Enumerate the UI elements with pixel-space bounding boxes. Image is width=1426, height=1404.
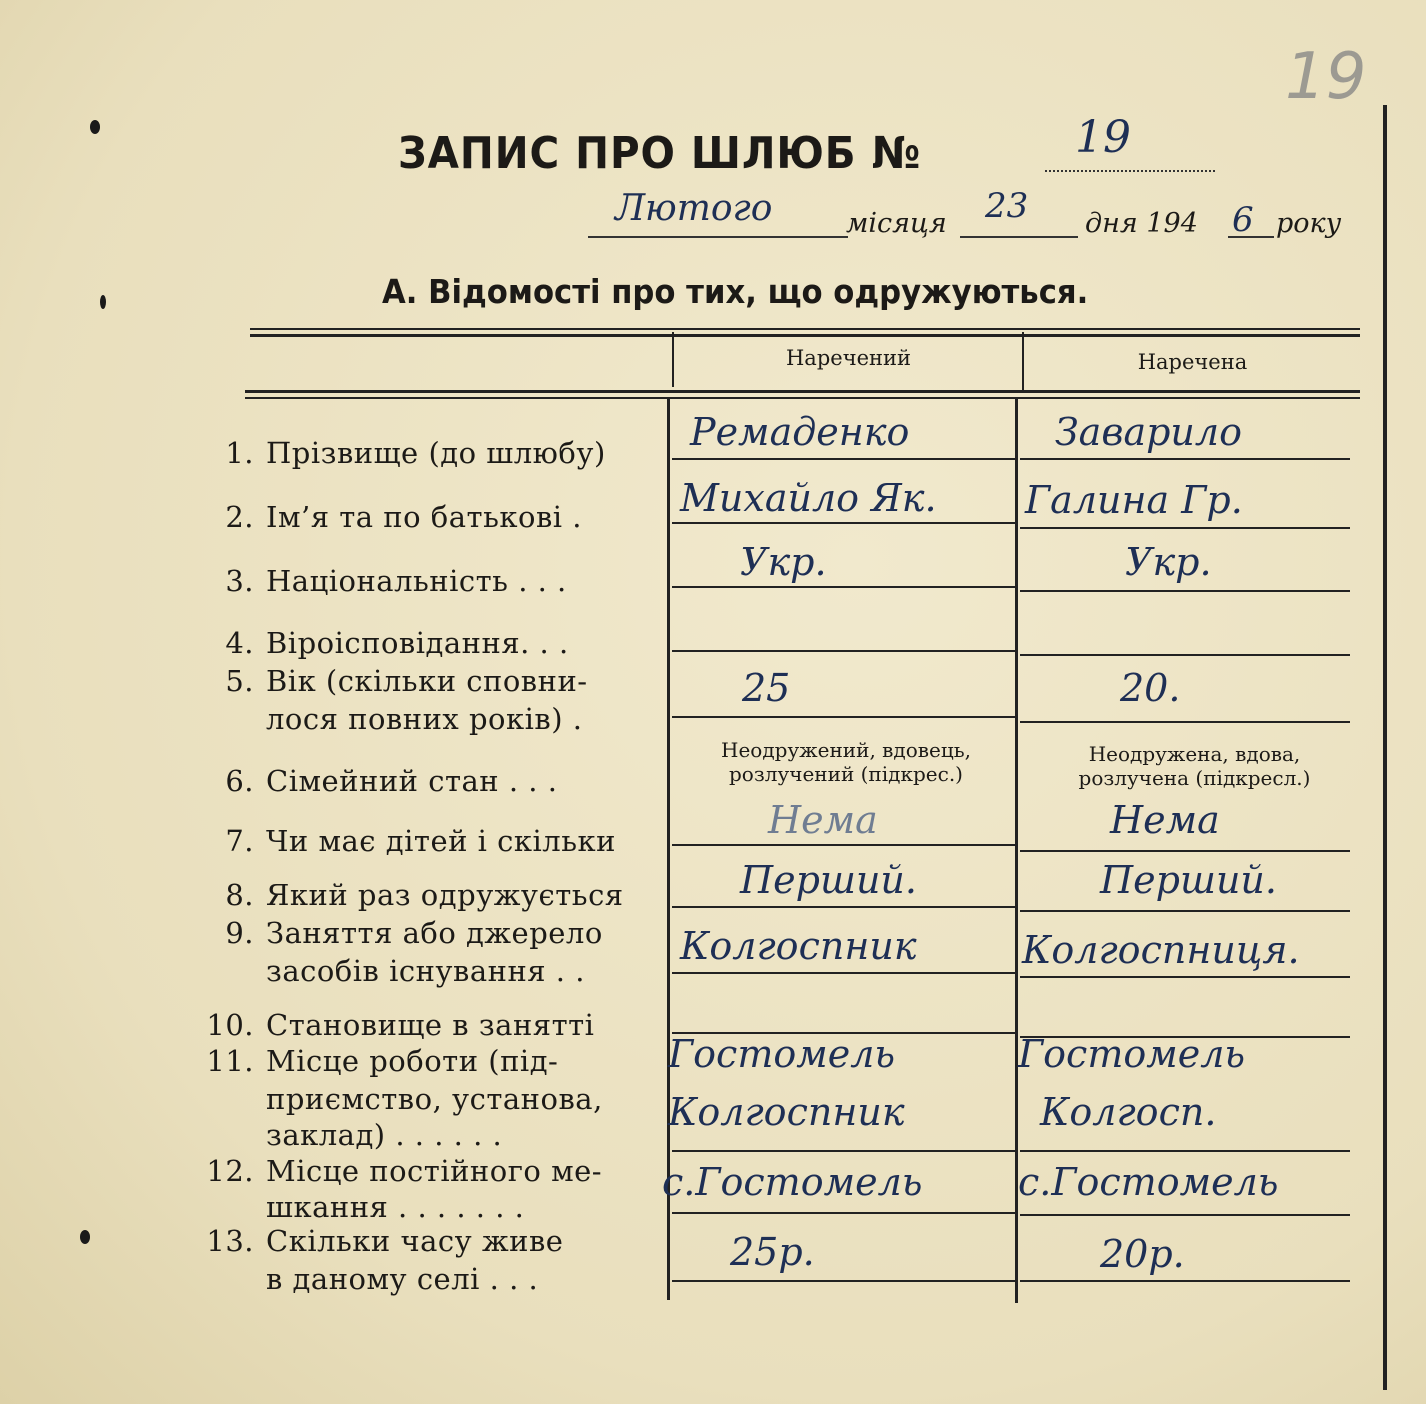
year-digit: 6 xyxy=(1232,200,1254,240)
answer-line xyxy=(1020,1280,1350,1282)
groom-children: Нема xyxy=(768,798,878,842)
bride-name: Галина Гр. xyxy=(1025,478,1243,522)
row-label-surname: 1. Прізвище (до шлюбу) xyxy=(225,436,606,470)
answer-line xyxy=(1020,1214,1350,1216)
bride-marital-options: Неодружена, вдова, розлучена (підкресл.) xyxy=(1078,742,1311,790)
page-title: ЗАПИС ПРО ШЛЮБ № xyxy=(398,128,922,179)
row-label-age: 5. Вік (скільки сповни- xyxy=(225,664,588,698)
row-label-residence-duration: 13. Скільки часу живе xyxy=(206,1224,564,1258)
archive-page-number: 19 xyxy=(1285,40,1367,114)
answer-line xyxy=(672,1150,1017,1152)
bride-workplace-2: Колгосп. xyxy=(1040,1090,1217,1134)
answer-line xyxy=(1020,458,1350,460)
answer-line xyxy=(1020,590,1350,592)
bride-workplace: Гостомель xyxy=(1018,1032,1246,1076)
bride-nationality: Укр. xyxy=(1125,540,1212,584)
groom-nationality: Укр. xyxy=(740,540,827,584)
answer-line xyxy=(672,1280,1017,1282)
answer-line xyxy=(672,972,1017,974)
bride-children: Нема xyxy=(1110,798,1220,842)
binder-hole xyxy=(100,295,106,309)
row-label-workplace-cont: приємство, установа, xyxy=(266,1082,603,1116)
day-underline xyxy=(960,236,1078,238)
header-column-divider xyxy=(1022,332,1024,390)
groom-marriage-count: Перший. xyxy=(740,858,917,902)
column-header-groom: Наречений xyxy=(785,346,911,370)
section-heading: А. Відомості про тих, що одружуються. xyxy=(382,272,1089,311)
page-border-right xyxy=(1383,105,1387,1390)
answer-line xyxy=(1020,976,1350,978)
groom-surname: Ремаденко xyxy=(690,410,910,454)
answer-line xyxy=(672,522,1017,524)
binder-hole xyxy=(90,120,100,134)
row-label-nationality: 3. Національність . . . xyxy=(225,564,567,598)
header-column-divider xyxy=(672,332,674,387)
answer-line xyxy=(672,1212,1017,1214)
groom-workplace-2: Колгоспник xyxy=(668,1090,905,1134)
row-label-occupation: 9. Заняття або джерело xyxy=(225,916,603,950)
bride-age: 20. xyxy=(1120,666,1181,710)
bride-residence: с.Гостомель xyxy=(1018,1160,1279,1204)
bride-marriage-count: Перший. xyxy=(1100,858,1277,902)
header-bottom-rule xyxy=(245,390,1360,393)
row-label-marriage-count: 8. Який раз одружується xyxy=(225,878,624,912)
groom-residence-duration: 25р. xyxy=(730,1230,815,1274)
row-label-residence-duration-cont: в даному селі . . . xyxy=(266,1262,539,1296)
answer-line xyxy=(1020,721,1350,723)
answer-line xyxy=(672,844,1017,846)
groom-age: 25 xyxy=(742,666,791,710)
groom-workplace: Гостомель xyxy=(668,1032,896,1076)
row-label-name: 2. Ім’я та по батькові . xyxy=(225,500,583,534)
binder-hole xyxy=(80,1230,90,1244)
answer-line xyxy=(1020,527,1350,529)
row-label-age-cont: лося повних років) . xyxy=(266,702,583,736)
groom-occupation: Колгоспник xyxy=(680,924,917,968)
record-number-line xyxy=(1045,170,1215,172)
answer-line xyxy=(672,650,1017,652)
header-bottom-rule xyxy=(245,397,1360,399)
answer-line xyxy=(672,716,1017,718)
day-label: дня 194 xyxy=(1085,208,1198,239)
groom-residence: с.Гостомель xyxy=(662,1160,923,1204)
answer-line xyxy=(1020,654,1350,656)
row-label-occupation-cont: засобів існування . . xyxy=(266,954,585,988)
row-label-workplace-cont: заклад) . . . . . . xyxy=(266,1118,503,1152)
groom-name: Михайло Як. xyxy=(680,476,937,520)
year-label: року xyxy=(1276,208,1342,239)
row-label-children: 7. Чи має дітей і скільки xyxy=(225,824,616,858)
answer-line xyxy=(1020,910,1350,912)
column-header-bride: Наречена xyxy=(1137,350,1248,374)
row-label-religion: 4. Віроісповідання. . . xyxy=(225,626,569,660)
row-label-residence: 12. Місце постійного ме- xyxy=(206,1154,603,1188)
row-label-residence-cont: шкання . . . . . . . xyxy=(266,1190,525,1224)
year-underline xyxy=(1228,236,1274,238)
day-value: 23 xyxy=(985,186,1029,226)
row-label-workplace: 11. Місце роботи (під- xyxy=(206,1044,559,1078)
month-label: місяця xyxy=(846,208,947,239)
answer-line xyxy=(1020,850,1350,852)
answer-line xyxy=(1020,1150,1350,1152)
month-underline xyxy=(588,236,848,238)
answer-line xyxy=(672,586,1017,588)
row-label-position: 10. Становище в занятті xyxy=(206,1008,595,1042)
answer-line xyxy=(672,906,1017,908)
bride-occupation: Колгоспниця. xyxy=(1022,928,1300,972)
bride-residence-duration: 20р. xyxy=(1100,1232,1185,1276)
table-top-rule xyxy=(250,334,1360,337)
groom-marital-options: Неодружений, вдовець, розлучений (підкрес.) xyxy=(721,738,971,786)
bride-surname: Заварило xyxy=(1055,410,1242,454)
record-number: 19 xyxy=(1075,112,1131,163)
answer-line xyxy=(672,458,1017,460)
table-top-rule xyxy=(250,328,1360,330)
month-value: Лютого xyxy=(615,188,773,229)
row-label-marital-status: 6. Сімейний стан . . . xyxy=(225,764,558,798)
